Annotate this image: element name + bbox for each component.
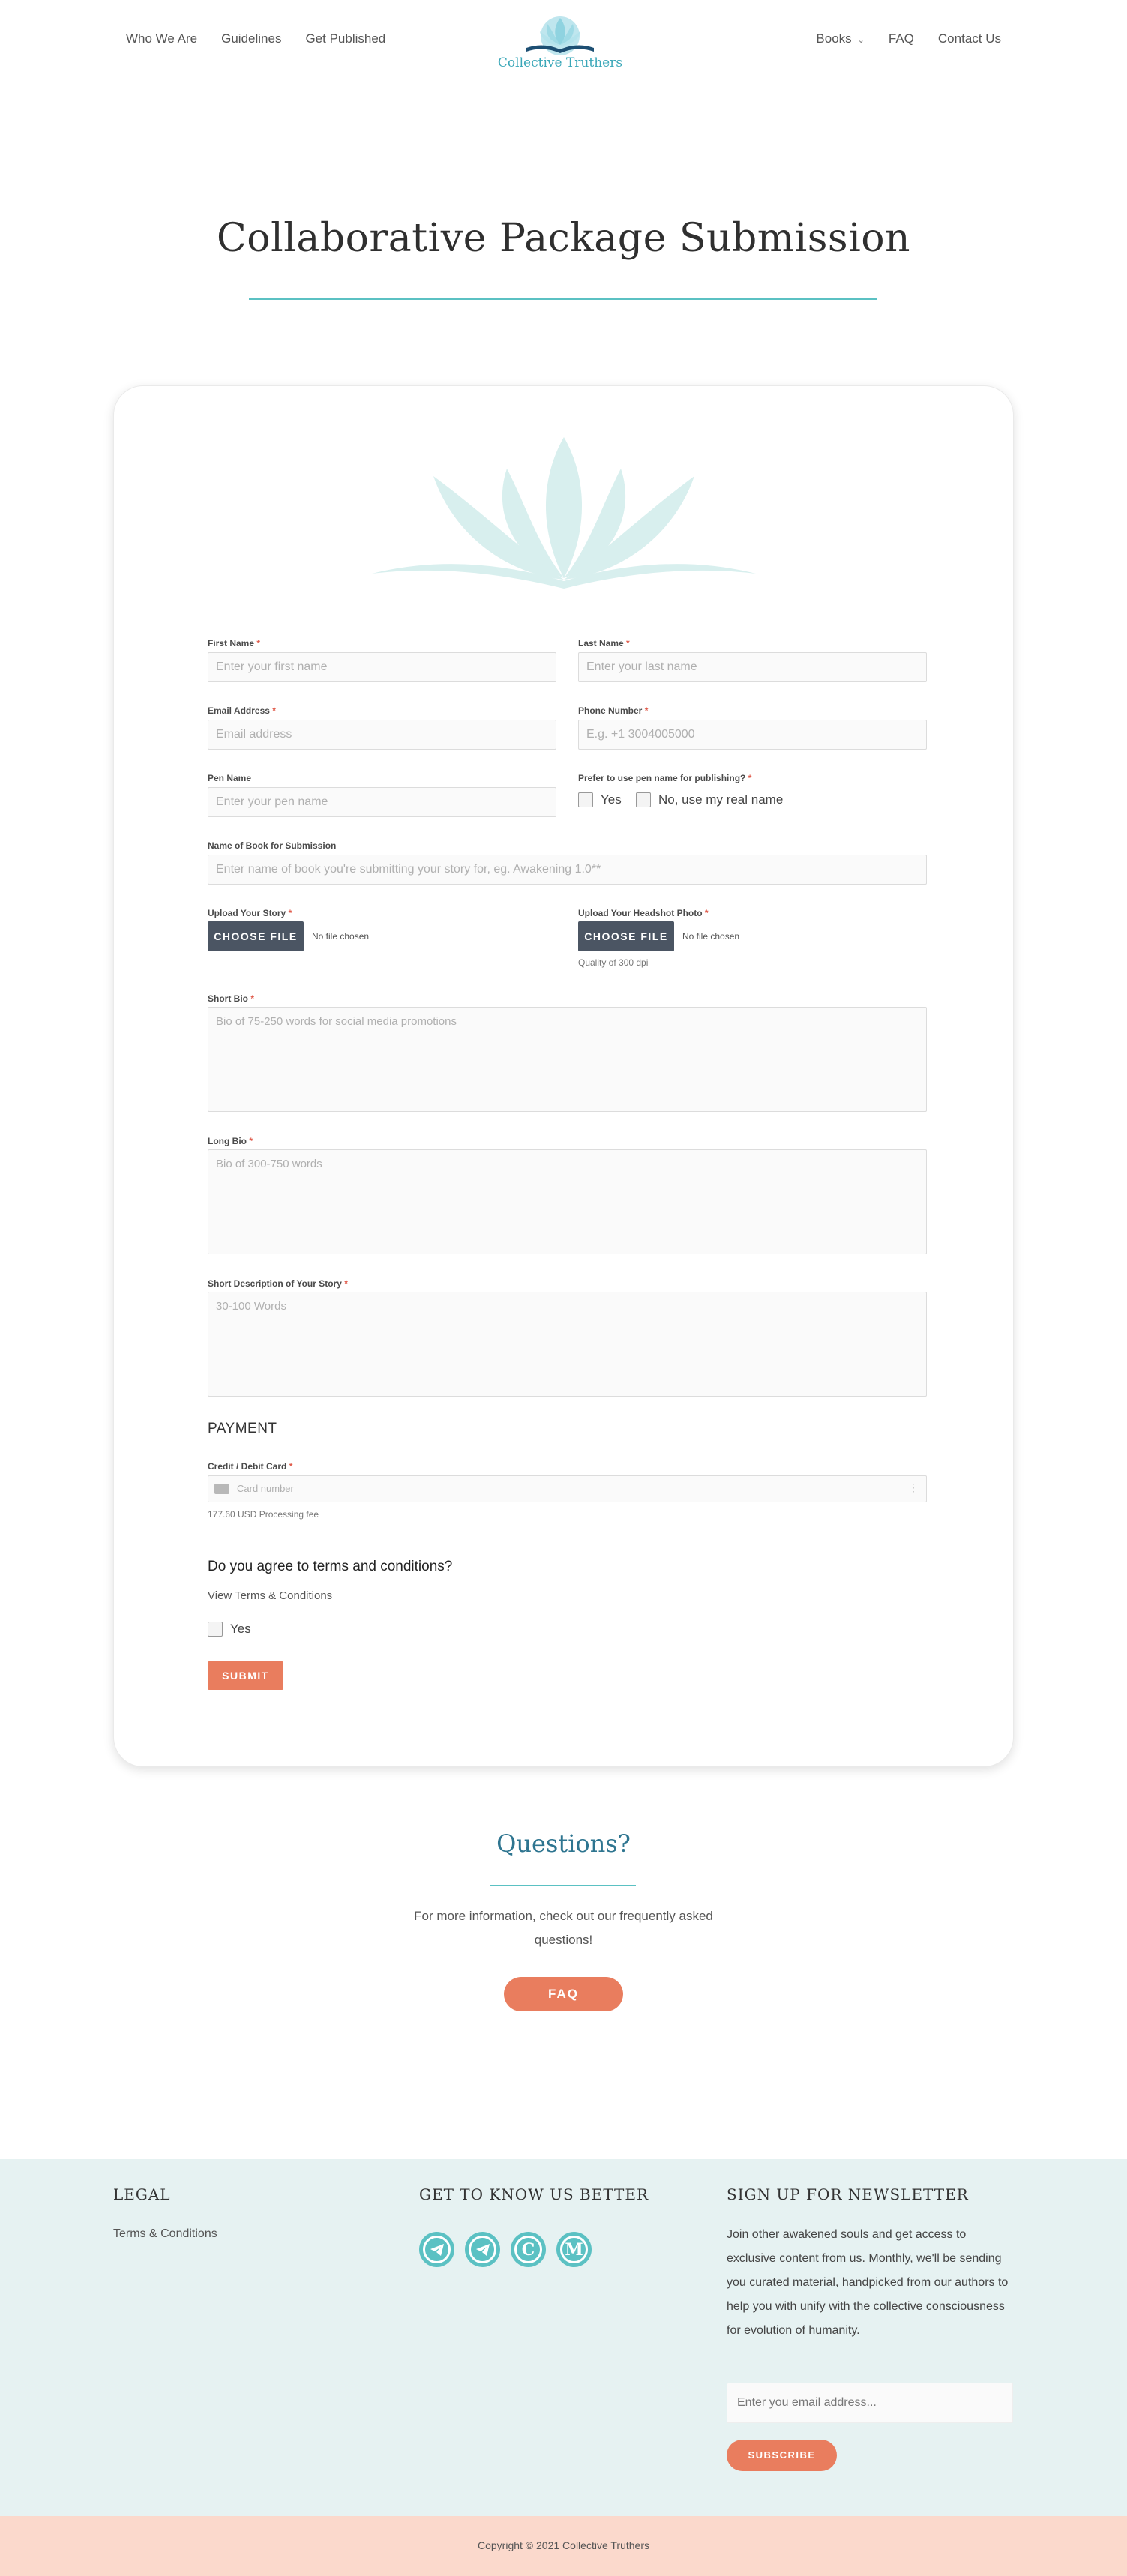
more-options-icon: ⋮: [908, 1481, 919, 1493]
site-logo[interactable]: [496, 10, 624, 75]
pen-preference-yes[interactable]: [578, 792, 622, 807]
required-mark: *: [748, 773, 752, 783]
primary-nav-left: [126, 31, 385, 46]
newsletter-email-input[interactable]: [727, 2383, 1013, 2423]
upload-story-label: [208, 908, 292, 918]
short-description-textarea[interactable]: [208, 1292, 927, 1397]
card-number-input[interactable]: [208, 1475, 927, 1502]
telegram-link-2[interactable]: [465, 2232, 500, 2267]
submission-form-card: [113, 385, 1014, 1767]
upload-story-button[interactable]: CHOOSE FILE: [208, 921, 304, 951]
short-description-label-text: Short Description of Your Story: [208, 1278, 342, 1289]
processing-fee: 177.60 USD Processing fee: [208, 1509, 319, 1520]
upload-photo-label: [578, 908, 709, 918]
required-mark: *: [256, 638, 261, 648]
required-mark: *: [272, 705, 276, 716]
c-social-link[interactable]: [511, 2232, 546, 2267]
last-name-input[interactable]: [578, 652, 927, 682]
questions-text: For more information, check out our frequently asked questions!: [414, 1909, 713, 1947]
checkbox[interactable]: [636, 792, 651, 807]
upload-story-status: No file chosen: [312, 931, 370, 942]
chevron-down-icon: ⌄: [857, 36, 865, 45]
pen-name-label: Pen Name: [208, 773, 252, 783]
checkbox[interactable]: [578, 792, 593, 807]
nav-get-published[interactable]: Get Published: [305, 31, 386, 46]
short-bio-label-text: Short Bio: [208, 993, 248, 1004]
last-name-label-text: Last Name: [578, 638, 624, 648]
upload-photo-label-text: Upload Your Headshot Photo: [578, 908, 703, 918]
upload-photo-button[interactable]: CHOOSE FILE: [578, 921, 674, 951]
phone-label: [578, 705, 648, 716]
email-label-text: Email Address: [208, 705, 270, 716]
pen-preference-no-label: No, use my real name: [658, 792, 784, 807]
lotus-book-logo-icon: [496, 10, 624, 57]
last-name-label: [578, 638, 630, 648]
first-name-label-text: First Name: [208, 638, 255, 648]
nav-who-we-are[interactable]: Who We Are: [126, 31, 198, 46]
long-bio-label: [208, 1136, 253, 1146]
upload-photo-status: No file chosen: [682, 931, 740, 942]
required-mark: *: [249, 1136, 253, 1146]
terms-conditions-link[interactable]: Terms & Conditions: [113, 2227, 217, 2240]
newsletter-heading: SIGN UP FOR NEWSLETTER: [727, 2185, 969, 2203]
payment-heading: PAYMENT: [208, 1421, 277, 1436]
terms-yes-label: Yes: [230, 1622, 251, 1636]
title-divider: [249, 298, 877, 300]
site-footer: [0, 2159, 1127, 2516]
telegram-icon: [469, 2236, 496, 2263]
telegram-link[interactable]: [419, 2232, 454, 2267]
logo-text: Collective Truthers: [497, 55, 623, 70]
c-icon: C: [514, 2236, 542, 2263]
phone-input[interactable]: [578, 720, 927, 750]
nav-contact-us[interactable]: Contact Us: [937, 31, 1001, 46]
pen-preference-yes-label: Yes: [601, 792, 622, 807]
required-mark: *: [644, 705, 649, 716]
card-label: [208, 1461, 292, 1472]
credit-card-icon: [214, 1484, 229, 1494]
subscribe-button[interactable]: SUBSCRIBE: [727, 2440, 837, 2471]
telegram-icon: [423, 2236, 451, 2263]
required-mark: *: [250, 993, 255, 1004]
social-links: [419, 2232, 592, 2267]
pen-preference-label: [578, 773, 751, 783]
view-terms-link[interactable]: View Terms & Conditions: [208, 1589, 333, 1602]
nav-books[interactable]: [816, 31, 864, 46]
copyright-bar: [0, 2516, 1127, 2576]
long-bio-textarea[interactable]: [208, 1149, 927, 1254]
page-title: Collaborative Package Submission: [216, 216, 911, 261]
newsletter-text: Join other awakened souls and get access to exclusive content from us. Monthly, we'll be sending you curated material, handpicked from our authors to help you with unify with the collective consciousness for evolution of humanity.: [727, 2228, 1009, 2337]
first-name-input[interactable]: [208, 652, 556, 682]
email-input[interactable]: [208, 720, 556, 750]
pen-preference-no[interactable]: [636, 792, 783, 807]
email-label: [208, 705, 276, 716]
faq-button[interactable]: FAQ: [504, 1977, 623, 2011]
nav-faq[interactable]: FAQ: [888, 31, 914, 46]
submit-button[interactable]: SUBMIT: [208, 1661, 283, 1690]
medium-link[interactable]: [556, 2232, 592, 2267]
phone-label-text: Phone Number: [578, 705, 643, 716]
upload-photo-hint: Quality of 300 dpi: [578, 957, 649, 968]
lotus-watermark-icon: [372, 431, 756, 589]
legal-heading: LEGAL: [113, 2185, 171, 2203]
book-name-input[interactable]: [208, 855, 927, 885]
nav-guidelines[interactable]: Guidelines: [221, 31, 282, 46]
required-mark: *: [288, 908, 292, 918]
short-bio-textarea[interactable]: [208, 1007, 927, 1112]
required-mark: *: [344, 1278, 348, 1289]
checkbox[interactable]: [208, 1622, 223, 1637]
pen-preference-label-text: Prefer to use pen name for publishing?: [578, 773, 746, 783]
required-mark: *: [704, 908, 709, 918]
first-name-label: [208, 638, 260, 648]
social-heading: GET TO KNOW US BETTER: [419, 2185, 649, 2203]
copyright-text: Copyright © 2021 Collective Truthers: [478, 2539, 649, 2551]
short-description-label: [208, 1278, 348, 1289]
short-bio-label: [208, 993, 254, 1004]
long-bio-label-text: Long Bio: [208, 1136, 247, 1146]
required-mark: *: [289, 1461, 293, 1472]
questions-title: Questions?: [496, 1829, 631, 1858]
terms-yes[interactable]: [208, 1622, 251, 1637]
site-header: [0, 0, 1127, 81]
primary-nav-right: [816, 31, 1001, 46]
upload-story-label-text: Upload Your Story: [208, 908, 286, 918]
questions-divider: [490, 1885, 636, 1886]
card-label-text: Credit / Debit Card: [208, 1461, 287, 1472]
nav-books-label: Books: [816, 31, 852, 46]
medium-icon: M: [560, 2236, 588, 2263]
terms-question: Do you agree to terms and conditions?: [208, 1559, 453, 1574]
required-mark: *: [626, 638, 630, 648]
book-name-label: Name of Book for Submission: [208, 840, 337, 851]
pen-name-input[interactable]: [208, 787, 556, 817]
card-number-placeholder: Card number: [237, 1483, 294, 1494]
